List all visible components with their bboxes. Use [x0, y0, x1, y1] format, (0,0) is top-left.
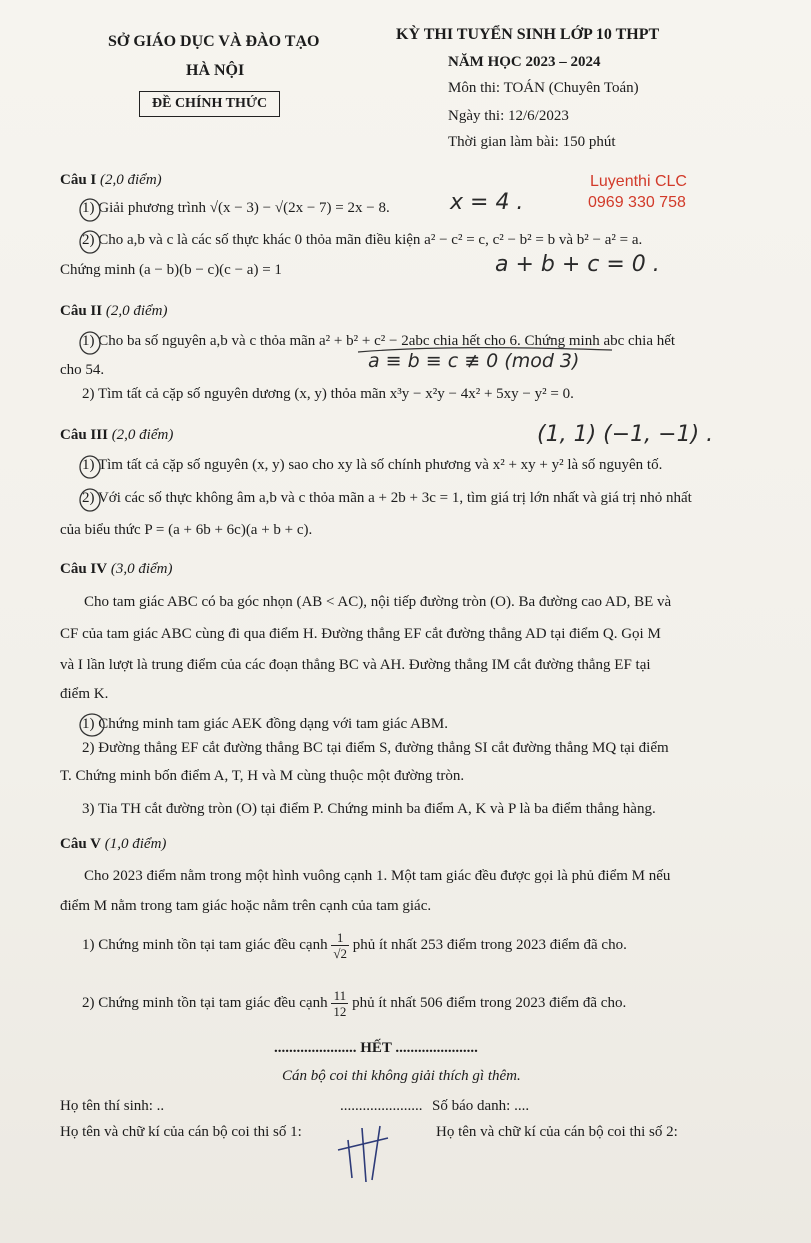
pen-circle-q3-2	[80, 489, 100, 511]
q2-points: (2,0 điểm)	[105, 303, 168, 319]
q3-part2: 2) Với các số thực không âm a,b và c thỏa mãn a + 2b + 3c = 1, tìm giá trị lớn nhất và giá trị nhỏ nhất	[82, 490, 692, 506]
q2-title: Câu II	[60, 303, 103, 319]
q4-part3: 3) Tia TH cắt đường tròn (O) tại điểm P. Chứng minh ba điểm A, K và P là ba điểm thẳng hàng.	[82, 801, 656, 817]
q3-title: Câu III	[60, 427, 108, 443]
q5-part1-lead: 1) Chứng minh tồn tại tam giác đều cạnh	[82, 936, 328, 953]
pen-circle-q2-1	[80, 332, 100, 354]
watermark-name: Luyenthi CLC	[590, 173, 687, 190]
q3-part1: 1) Tìm tất cả cặp số nguyên (x, y) sao cho xy là số chính phương và x² + xy + y² là số nguyên tố.	[82, 457, 663, 473]
student-name-dots: ......................	[340, 1098, 423, 1114]
handwriting-q2-note: a ≡ b ≡ c ≢ 0 (mod 3)	[368, 350, 580, 372]
subject: Môn thi: TOÁN (Chuyên Toán)	[448, 80, 639, 96]
q5-part1-num: 1	[331, 930, 349, 946]
q5-intro-1: Cho 2023 điểm nằm trong một hình vuông cạnh 1. Một tam giác đều được gọi là phủ điểm M nếu	[84, 868, 671, 884]
q1-points: (2,0 điểm)	[100, 172, 162, 188]
org-name: SỞ GIÁO DỤC VÀ ĐÀO TẠO	[108, 33, 320, 50]
q4-intro-2: CF của tam giác ABC cùng đi qua điểm H. Đường thẳng EF cắt đường thẳng AD tại điểm Q. Gọi M	[60, 626, 661, 642]
student-id-field: Số báo danh: ....	[432, 1098, 530, 1114]
handwriting-q3-answer: (1, 1) (−1, −1) .	[537, 422, 714, 447]
city-name: HÀ NỘI	[186, 62, 245, 79]
q4-points: (3,0 điểm)	[110, 561, 173, 577]
q3-points: (2,0 điểm)	[111, 427, 174, 443]
q4-title: Câu IV	[60, 561, 108, 577]
pen-circle-q3-1	[80, 456, 100, 478]
pen-circle-q1-2	[80, 231, 100, 253]
q2-part2: 2) Tìm tất cả cặp số nguyên dương (x, y) thỏa mãn x³y − x²y − 4x² + 5xy − y² = 0.	[82, 386, 574, 402]
q2-part1-cont: cho 54.	[60, 362, 105, 378]
school-year: NĂM HỌC 2023 – 2024	[448, 54, 601, 70]
pen-circle-q1-1	[80, 199, 100, 221]
q5-part2-num: 11	[331, 988, 348, 1004]
watermark-phone: 0969 330 758	[588, 194, 686, 211]
q1-part2-cont: Chứng minh (a − b)(b − c)(c − a) = 1	[60, 262, 282, 278]
q4-part1: 1) Chứng minh tam giác AEK đồng dạng với tam giác ABM.	[82, 716, 449, 732]
q5-title: Câu V	[60, 836, 101, 852]
q5-part1-den: √2	[333, 946, 347, 961]
pen-circle-q4-1	[80, 714, 104, 736]
end-marker: ...................... HẾT ......................	[274, 1040, 478, 1056]
q1-part2: 2) Cho a,b và c là các số thực khác 0 thỏa mãn điều kiện a² − c² = c, c² − b² = b và b² − a² = a.	[82, 232, 643, 248]
q2-part1: 1) Cho ba số nguyên a,b và c thỏa mãn a² + b² + c² − 2abc chia hết cho 6. Chứng minh abc chia hết	[82, 333, 676, 349]
q5-part1-tail: phủ ít nhất 253 điểm trong 2023 điểm đã cho.	[352, 936, 627, 953]
student-name-field: Họ tên thí sinh: ..	[60, 1098, 165, 1114]
official-badge: ĐỀ CHÍNH THỨC	[139, 91, 280, 117]
q5-part2-den: 12	[333, 1004, 347, 1019]
q4-intro-1: Cho tam giác ABC có ba góc nhọn (AB < AC), nội tiếp đường tròn (O). Ba đường cao AD, BE và	[84, 594, 672, 610]
q1-title: Câu I	[60, 172, 97, 188]
proctor1-label: Họ tên và chữ kí của cán bộ coi thi số 1:	[60, 1124, 302, 1140]
q4-part2-cont: T. Chứng minh bốn điểm A, T, H và M cùng thuộc một đường tròn.	[60, 768, 465, 784]
q4-part2: 2) Đường thẳng EF cắt đường thẳng BC tại điểm S, đường thẳng SI cắt đường thẳng MQ tại điểm	[82, 740, 669, 756]
q5-intro-2: điểm M nằm trong tam giác hoặc nằm trên cạnh của tam giác.	[60, 898, 432, 914]
q5-points: (1,0 điểm)	[104, 836, 167, 852]
handwriting-q1-note: a + b + c = 0 .	[495, 252, 660, 277]
duration: Thời gian làm bài: 150 phút	[448, 134, 616, 150]
pen-underline-q2	[358, 348, 612, 352]
q3-part2-cont: của biểu thức P = (a + 6b + 6c)(a + b + c).	[60, 522, 313, 538]
proctor-note: Cán bộ coi thi không giải thích gì thêm.	[282, 1068, 521, 1084]
proctor-signature	[338, 1126, 388, 1182]
q5-part2-lead: 2) Chứng minh tồn tại tam giác đều cạnh	[82, 994, 328, 1011]
handwriting-q1-answer: x = 4 .	[450, 190, 524, 215]
exam-date: Ngày thi: 12/6/2023	[448, 108, 569, 124]
exam-title: KỲ THI TUYỂN SINH LỚP 10 THPT	[396, 26, 660, 43]
q1-part1: 1) Giải phương trình √(x − 3) − √(2x − 7) = 2x − 8.	[82, 200, 390, 216]
proctor2-label: Họ tên và chữ kí của cán bộ coi thi số 2:	[436, 1124, 678, 1140]
q4-intro-3: và I lần lượt là trung điểm của các đoạn thẳng BC và AH. Đường thẳng IM cắt đường thẳng EF tại	[60, 657, 651, 673]
q4-intro-4: điểm K.	[60, 686, 109, 702]
q5-part2-tail: phủ ít nhất 506 điểm trong 2023 điểm đã cho.	[352, 994, 627, 1011]
